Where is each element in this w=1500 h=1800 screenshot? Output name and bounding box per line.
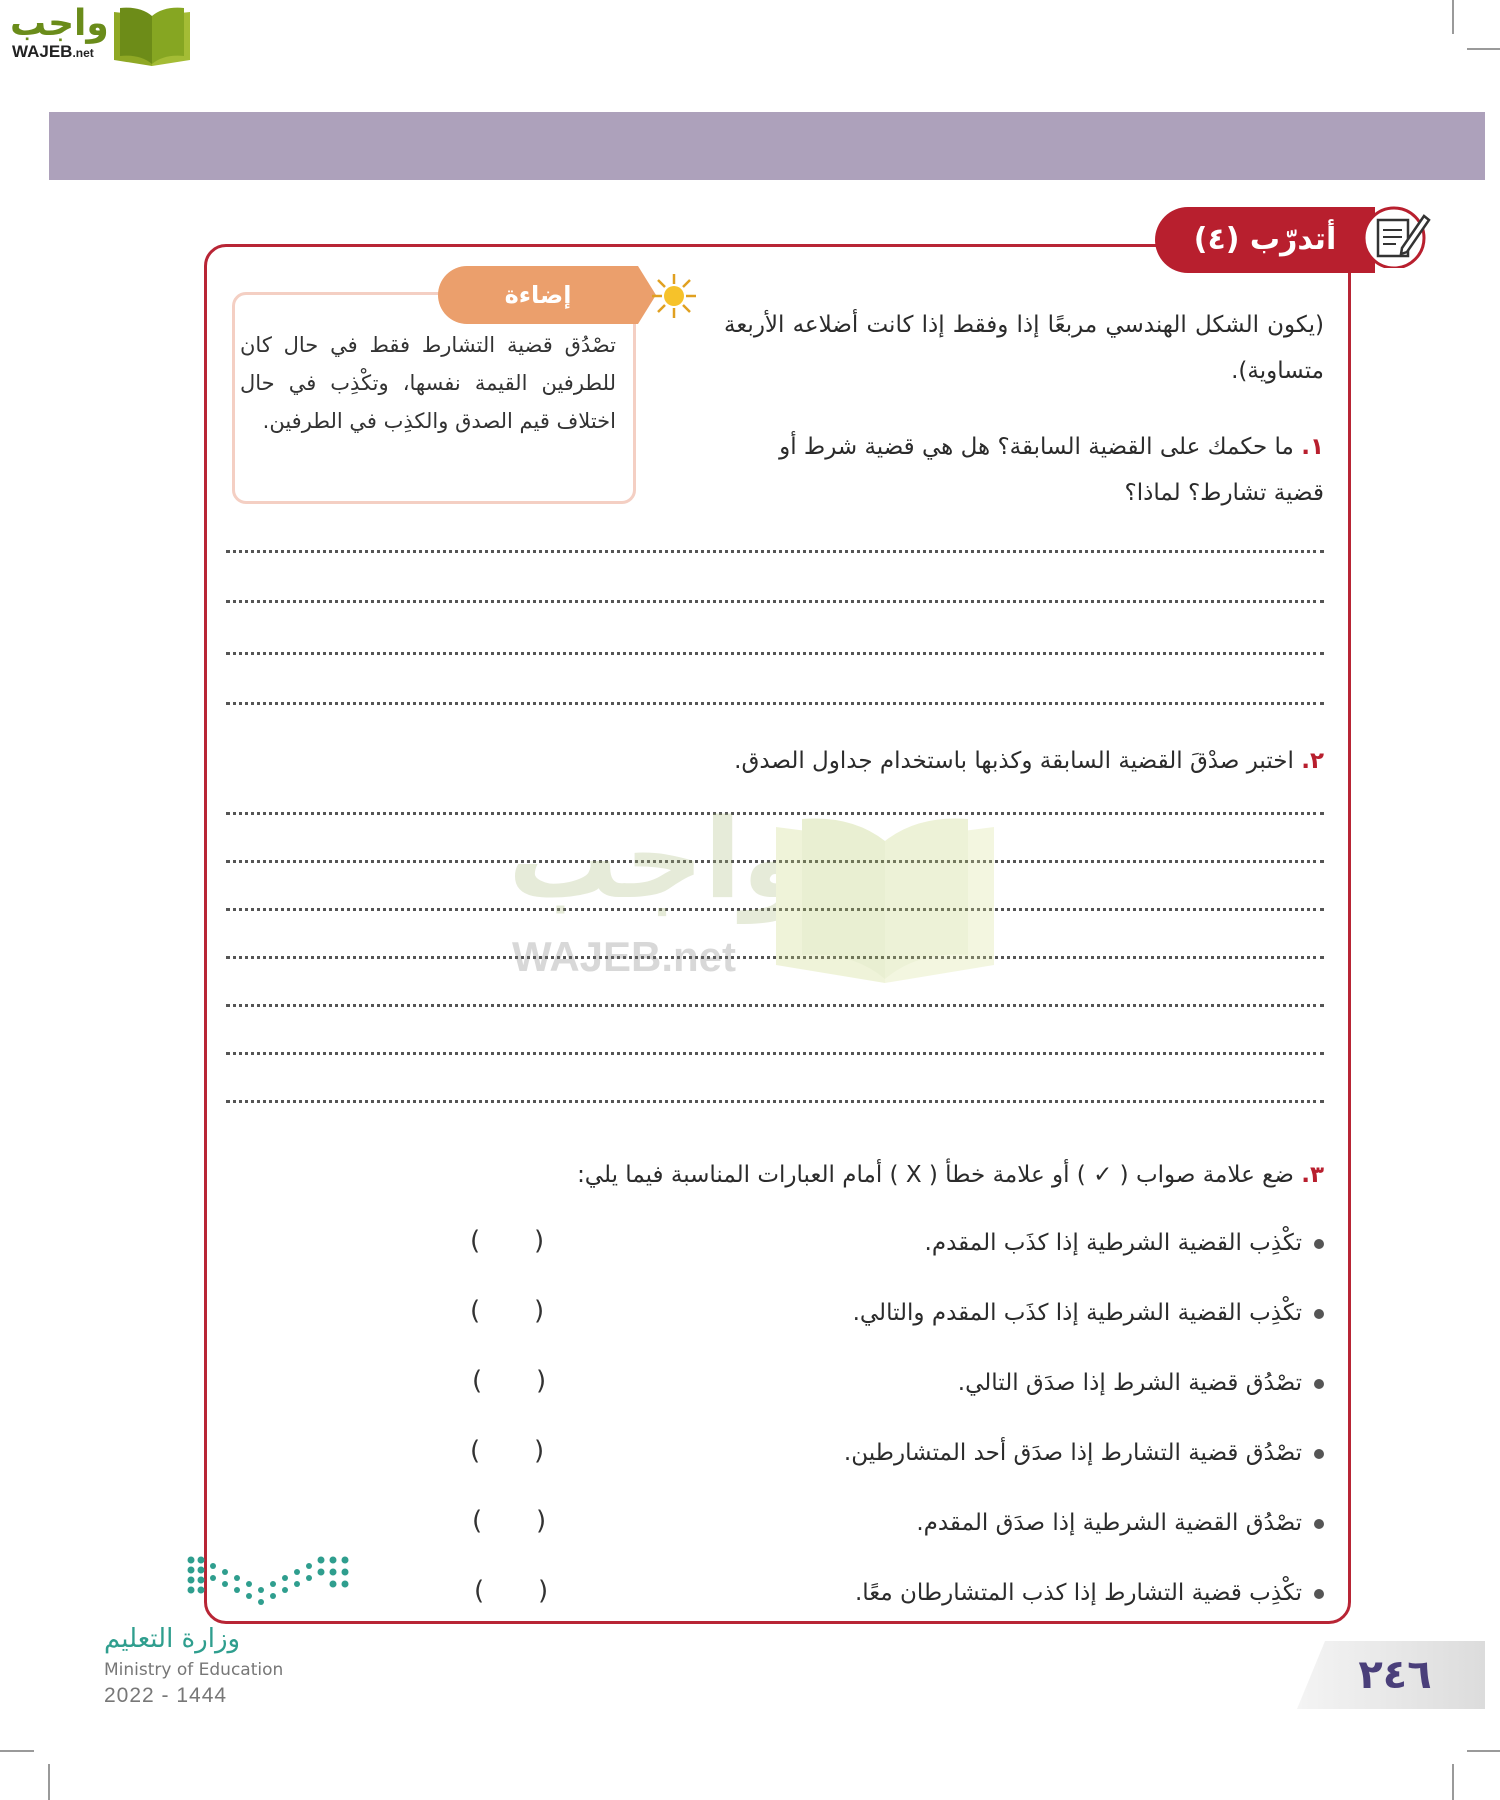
answer-parentheses[interactable]: ( ): [474, 1576, 549, 1606]
crop-mark: [1467, 1750, 1500, 1752]
bullet-icon: [1314, 1379, 1324, 1389]
sun-icon: [650, 272, 698, 320]
list-item: تكْذِب قضية التشارط إذا كذب المتشارطان معًا.: [764, 1576, 1324, 1610]
question-1-text: ما حكمك على القضية السابقة؟ هل هي قضية شرط أو قضية تشارط؟ لماذا؟: [779, 434, 1324, 506]
crop-mark: [1452, 0, 1454, 34]
list-item: تصْدُق قضية الشرط إذا صدَق التالي.: [764, 1366, 1324, 1400]
crop-mark: [48, 1764, 50, 1800]
question-1-number: ١.: [1301, 434, 1324, 460]
list-item: تصْدُق قضية التشارط إذا صدَق أحد المتشارطين.: [764, 1436, 1324, 1470]
crop-mark: [0, 1750, 34, 1752]
exercise-title: أتدرّب (٤): [1155, 207, 1375, 273]
answer-line[interactable]: [226, 550, 1324, 553]
list-item: تكْذِب القضية الشرطية إذا كذَب المقدم.: [764, 1226, 1324, 1260]
bullet-icon: [1314, 1239, 1324, 1249]
question-3: [424, 1152, 1324, 1198]
question-1: [744, 424, 1324, 516]
open-book-icon: [772, 815, 998, 985]
watermark-arabic: واجب: [508, 795, 810, 923]
tip-title: إضاءة: [438, 266, 638, 324]
question-2-number: ٢.: [1301, 748, 1324, 774]
answer-parentheses[interactable]: ( ): [470, 1226, 545, 1256]
ministry-name-english: Ministry of Education: [104, 1660, 284, 1680]
list-item: تكْذِب القضية الشرطية إذا كذَب المقدم والتالي.: [764, 1296, 1324, 1330]
edition-year: 2022 - 1444: [104, 1684, 228, 1707]
writing-pen-icon: [1358, 204, 1434, 268]
question-2-text: اختبر صدْقَ القضية السابقة وكذبها باستخدام جداول الصدق.: [734, 748, 1294, 774]
list-item: تصْدُق القضية الشرطية إذا صدَق المقدم.: [764, 1506, 1324, 1540]
watermark-latin: WAJEB.net: [512, 933, 737, 980]
answer-parentheses[interactable]: ( ): [472, 1506, 547, 1536]
answer-line[interactable]: [226, 702, 1324, 705]
problem-statement: (يكون الشكل الهندسي مربعًا إذا وفقط إذا كانت أضلاعه الأربعة متساوية).: [724, 312, 1324, 384]
wajeb-watermark: [508, 795, 1008, 985]
logo-arabic-text: واجب: [10, 3, 109, 44]
logo-latin-text: WAJEB.net: [12, 42, 94, 61]
top-color-band: [49, 112, 1485, 180]
question-3-text: ضع علامة صواب ( ✓ ) أو علامة خطأ ( X ) أمام العبارات المناسبة فيما يلي:: [577, 1162, 1294, 1188]
answer-line[interactable]: [226, 1004, 1324, 1007]
answer-parentheses[interactable]: ( ): [472, 1366, 547, 1396]
bullet-icon: [1314, 1449, 1324, 1459]
answer-parentheses[interactable]: ( ): [470, 1436, 545, 1466]
answer-line[interactable]: [226, 1100, 1324, 1103]
page-number: ٢٤٦: [1358, 1652, 1432, 1698]
open-book-icon: [110, 6, 194, 68]
answer-parentheses[interactable]: ( ): [470, 1296, 545, 1326]
bullet-icon: [1314, 1589, 1324, 1599]
bullet-icon: [1314, 1519, 1324, 1529]
tip-text: تصْدُق قضية التشارط فقط في حال كان للطرفين القيمة نفسها، وتكْذِب في حال اختلاف قيم الصدق والكذِب في الطرفين.: [240, 333, 616, 433]
question-3-number: ٣.: [1301, 1162, 1324, 1188]
answer-line[interactable]: [226, 600, 1324, 603]
bullet-icon: [1314, 1309, 1324, 1319]
answer-line[interactable]: [226, 1052, 1324, 1055]
ministry-dots-logo: [185, 1554, 355, 1612]
ministry-name-arabic: وزارة التعليم: [104, 1624, 241, 1654]
question-2: [424, 738, 1324, 784]
crop-mark: [1467, 48, 1500, 50]
crop-mark: [1452, 1764, 1454, 1800]
answer-line[interactable]: [226, 652, 1324, 655]
wajeb-logo[interactable]: [10, 4, 195, 68]
